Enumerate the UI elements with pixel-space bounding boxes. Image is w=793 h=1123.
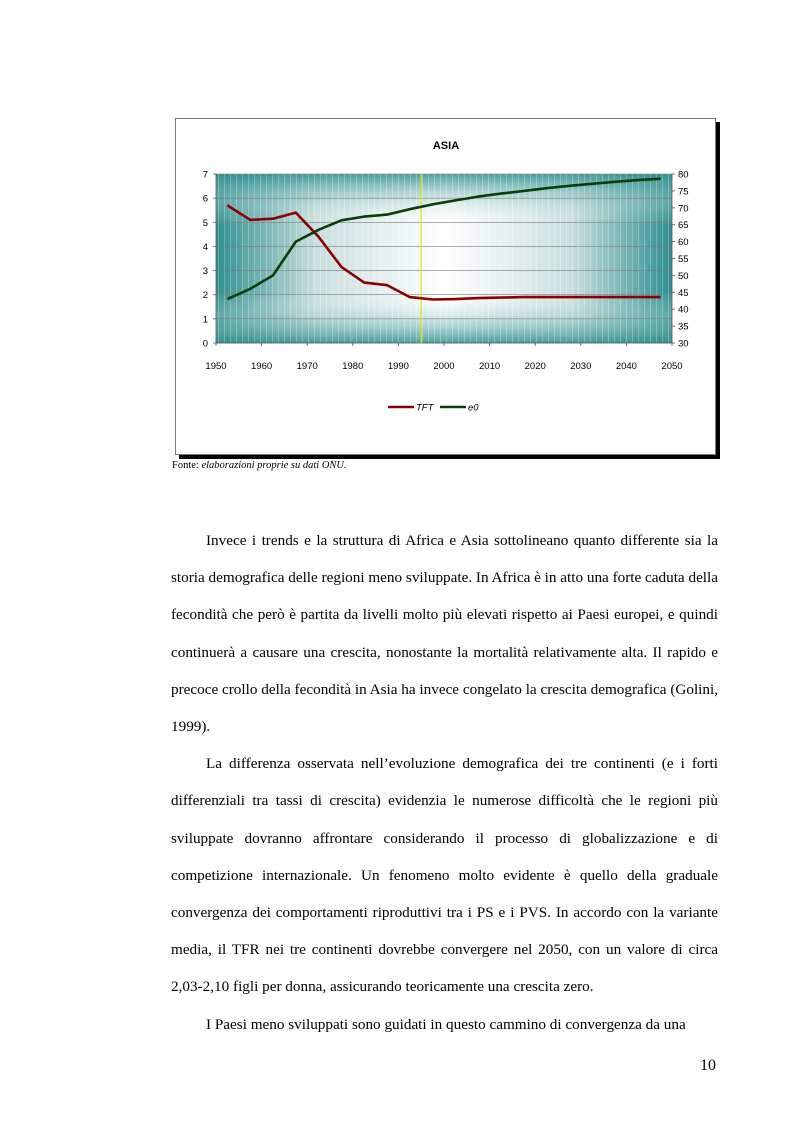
page-number: 10: [700, 1057, 716, 1074]
x-tick-label: 1980: [342, 361, 364, 372]
x-tick-label: 2020: [524, 361, 546, 372]
right-tick-label: 75: [678, 186, 689, 198]
body-text: [171, 522, 718, 1043]
left-tick-label: 2: [202, 290, 208, 302]
source-label: Fonte:: [172, 460, 199, 471]
asia-line-chart: [176, 119, 715, 454]
left-tick-label: 4: [202, 241, 208, 253]
left-tick-label: 0: [202, 338, 208, 350]
x-tick-label: 1960: [251, 361, 273, 372]
left-axis-ticks: [203, 170, 216, 350]
right-tick-label: 70: [678, 203, 689, 215]
right-tick-label: 60: [678, 237, 689, 249]
left-tick-label: 1: [202, 314, 208, 326]
chart-frame: [175, 118, 716, 455]
x-axis-ticks: [205, 343, 682, 372]
right-tick-label: 45: [678, 287, 689, 299]
left-tick-label: 7: [202, 169, 208, 181]
x-tick-label: 2030: [570, 361, 592, 372]
right-tick-label: 35: [678, 321, 689, 333]
chart-source-note: [172, 460, 347, 471]
legend: [388, 403, 479, 414]
x-tick-label: 1950: [205, 361, 227, 372]
paragraph: I Paesi meno sviluppati sono guidati in questo cammino di convergenza da una: [206, 1015, 686, 1033]
right-tick-label: 30: [678, 338, 689, 350]
x-tick-label: 2000: [433, 361, 455, 372]
chart-title: ASIA: [432, 140, 460, 152]
legend-label: e0: [468, 402, 479, 414]
source-text: elaborazioni proprie su dati ONU.: [201, 460, 347, 471]
right-tick-label: 50: [678, 270, 689, 282]
paragraph: Invece i trends e la struttura di Africa e Asia sottolineano quanto differente sia la storia demografica delle regioni meno sviluppate. In Africa è in atto una forte caduta della fecondità che però è partita da livelli molto più elevati rispetto ai Paesi europei, e quindi continuerà a causare una crescita, nonostante la mortalità relativamente alta. Il rapido e precoce crollo della fecondità in Asia ha invece congelato la crescita demografica (Golini, 1999).: [171, 532, 718, 736]
right-axis-ticks: [672, 170, 689, 350]
x-tick-label: 2040: [615, 361, 637, 372]
legend-label: TFT: [416, 402, 434, 414]
right-tick-label: 40: [678, 304, 689, 316]
paragraph: La differenza osservata nell’evoluzione demografica dei tre continenti (e i forti differenziali tra tassi di crescita) evidenzia le numerose difficoltà che le regioni più sviluppate dovranno affrontare considerando il processo di globalizzazione e di competizione internazionale. Un fenomeno molto evidente è quello della graduale convergenza dei comportamenti riproduttivi tra i PS e i PVS. In accordo con la variante media, il TFR nei tre continenti dovrebbe convergere nel 2050, con un valore di circa 2,03-2,10 figli per donna, assicurando teoricamente una crescita zero.: [171, 755, 718, 996]
x-tick-label: 1970: [296, 361, 318, 372]
right-tick-label: 80: [678, 169, 689, 181]
x-tick-label: 1990: [387, 361, 409, 372]
right-tick-label: 65: [678, 220, 689, 232]
left-tick-label: 3: [202, 266, 208, 278]
x-tick-label: 2050: [661, 361, 683, 372]
right-tick-label: 55: [678, 254, 689, 265]
x-tick-label: 2010: [479, 361, 501, 372]
left-tick-label: 6: [202, 193, 208, 205]
left-tick-label: 5: [202, 217, 208, 229]
